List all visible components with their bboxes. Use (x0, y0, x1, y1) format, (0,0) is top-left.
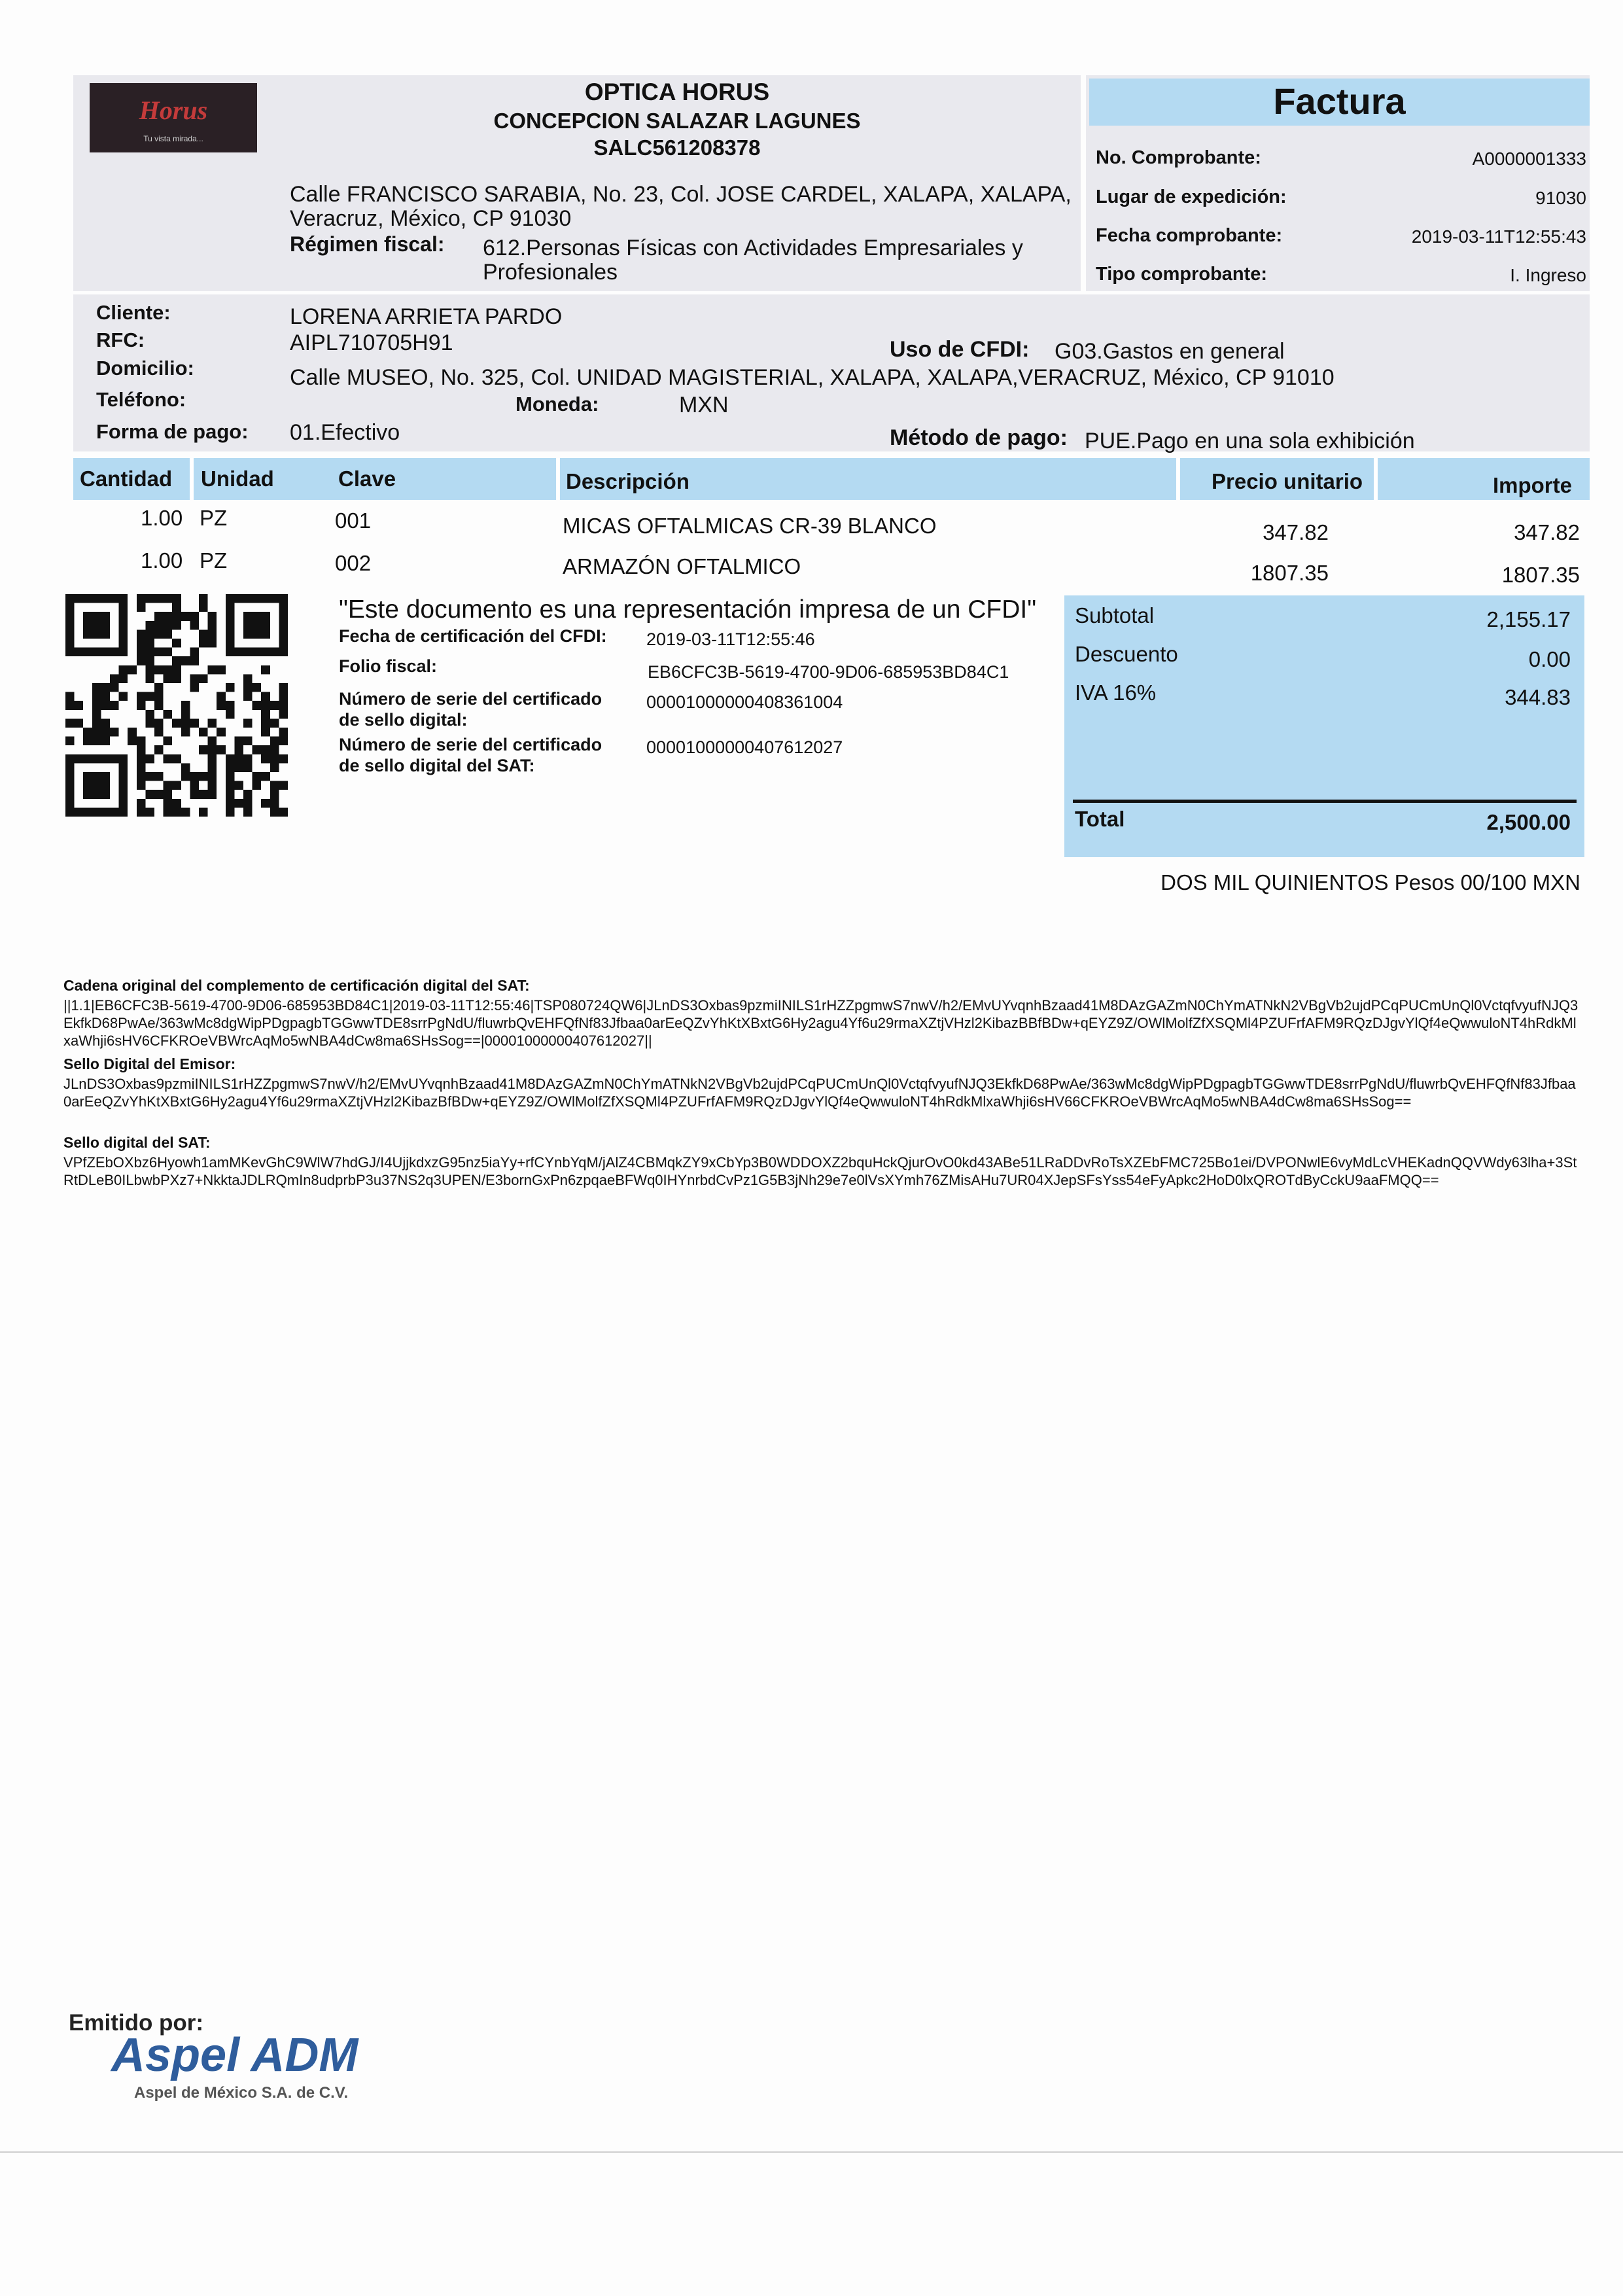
lugar-label: Lugar de expedición: (1096, 186, 1287, 207)
subtotal-value: 2,155.17 (1486, 607, 1571, 631)
cell-clave: 002 (335, 551, 372, 575)
invoice-title: Factura (1273, 80, 1406, 122)
total-value: 2,500.00 (1486, 810, 1571, 834)
serie-sat-label-2: de sello digital del SAT: (339, 756, 535, 775)
fecha-value: 2019-03-11T12:55:43 (1411, 226, 1586, 247)
items-header-divider-2 (556, 458, 560, 500)
total-rule (1073, 800, 1577, 803)
sello-emisor-label: Sello Digital del Emisor: (63, 1055, 236, 1072)
items-header-divider-4 (1374, 458, 1378, 500)
regimen-label: Régimen fiscal: (290, 232, 445, 256)
fecha-label: Fecha comprobante: (1096, 225, 1283, 246)
folio-value: EB6CFC3B-5619-4700-9D06-685953BD84C1 (648, 662, 1009, 682)
uso-label: Uso de CFDI: (890, 337, 1030, 362)
sello-emisor-value: JLnDS3Oxbas9pzmiINILS1rHZZpgmwS7nwV/h2/EMvUYvqnhBzaad41M8DAzGAZmN0ChYmATNkN2VBgVb2ujdPCqPUCmUnQl0VctqfvyufNJQ3EkfkD68PwAe/363wMc8dgWipPDgpagbTGGwwTDE8srrPgNdU/fluwrbQvEHFQfNf83Jfbaa0arEeQZvYhKtXBxtG6Hy2agu4Yf6u29rmaXZtjVHzl2KibazBfBDw+qEYZ9Z/OWlMolfZfXSQMl4PZUFrfAFM9RQzDJgvYlQf4eQwwuloNT4hRdkMlxaWhji6sHV66CFKROeVBWrcAqMo5wNBA4dCw8ma6SHsSog== (63, 1076, 1576, 1110)
uso-value: G03.Gastos en general (1055, 339, 1285, 364)
items-header-divider-1 (190, 458, 194, 500)
cliente-label: Cliente: (96, 301, 171, 324)
cell-unidad: PZ (200, 506, 228, 530)
cell-clave: 001 (335, 508, 372, 533)
issuer-address-line2: Veracruz, México, CP 91030 (290, 206, 572, 231)
cadena-value: ||1.1|EB6CFC3B-5619-4700-9D06-685953BD84C1|2019-03-11T12:55:46|TSP080724QW6|JLnDS3Oxbas9pzmiINILS1rHZZpgmwS7nwV/h2/EMvUYvqnhBzaad41M8DAzGAZmN0ChYmATNkN2VBgVb2ujdPCqPUCmUnQl0VctqfvyufNJQ3EkfkD68PwAe/363wMc8dgWipPDgpagbTGGwwTDE8srrPgNdU/fluwrbQvEHFQfNf83Jfbaa0arEeQZvYhKtXBxtG6Hy2agu4Yf6u29rmaXZtjVHzl2KibazBBfBDw+qEYZ9Z/OWlMolfZfXSQMl4PZUFrfAFM9RQzDJgvYlQf4eQwwuloNT4hRdkMlxaWhji6sHV6CFKROeVBWrcAqMo5wNBA4dCw8ma6SHsSog==|00001000000407612027|| (63, 997, 1579, 1049)
cliente-value: LORENA ARRIETA PARDO (290, 304, 563, 329)
footer-divider (0, 2151, 1623, 2153)
cell-precio: 1807.35 (1250, 561, 1329, 585)
cell-importe: 1807.35 (1501, 563, 1580, 587)
qr-code (65, 594, 288, 817)
cell-unidad: PZ (200, 548, 228, 573)
issuer-address-line1: Calle FRANCISCO SARABIA, No. 23, Col. JOSE CARDEL, XALAPA, XALAPA, (290, 182, 1072, 207)
iva-value: 344.83 (1505, 685, 1571, 709)
emitido-label: Emitido por: (69, 2010, 204, 2036)
cell-precio: 347.82 (1263, 520, 1329, 544)
domicilio-label: Domicilio: (96, 357, 194, 380)
aspel-brand-logo: Aspel ADM (111, 2029, 358, 2081)
rfc-label: RFC: (96, 328, 145, 351)
col-cantidad: Cantidad (80, 467, 173, 491)
tipo-row (1089, 264, 1586, 290)
tipo-value: I. Ingreso (1510, 265, 1586, 285)
forma-label: Forma de pago: (96, 420, 249, 443)
sello-sat-label: Sello digital del SAT: (63, 1134, 211, 1151)
serie-sat-label-1: Número de serie del certificado (339, 735, 602, 754)
serie-cert-value: 00001000000408361004 (646, 692, 843, 712)
forma-value: 01.Efectivo (290, 420, 400, 445)
domicilio-value: Calle MUSEO, No. 325, Col. UNIDAD MAGISTERIAL, XALAPA, XALAPA,VERACRUZ, México, CP 91010 (290, 365, 1335, 390)
telefono-label: Teléfono: (96, 388, 186, 411)
fecha-cert-value: 2019-03-11T12:55:46 (646, 629, 815, 649)
comprobante-row (1089, 147, 1586, 173)
serie-cert-label-1: Número de serie del certificado (339, 689, 602, 709)
logo-name: Horus (139, 96, 208, 125)
regimen-line1: 612.Personas Físicas con Actividades Empresariales y (483, 236, 1023, 260)
lugar-value: 91030 (1535, 188, 1586, 208)
col-precio: Precio unitario (1212, 469, 1363, 493)
tipo-label: Tipo comprobante: (1096, 264, 1268, 285)
comprobante-value: A0000001333 (1472, 149, 1586, 169)
metodo-label: Método de pago: (890, 425, 1068, 450)
subtotal-label: Subtotal (1075, 603, 1155, 627)
comprobante-label: No. Comprobante: (1096, 147, 1261, 168)
col-unidad: Unidad (201, 467, 274, 491)
cell-cantidad: 1.00 (141, 506, 183, 530)
serie-cert-label-2: de sello digital: (339, 710, 468, 730)
fecha-row (1089, 225, 1586, 251)
cell-descripcion: MICAS OFTALMICAS CR-39 BLANCO (563, 514, 937, 538)
sello-sat-value: VPfZEbOXbz6Hyowh1amMKevGhC9WlW7hdGJ/I4UjjkdxzG95nz5iaYy+rfCYnbYqM/jAlZ4CBMqkZY9xCbYp3B0WDDOXZ2bquHckQjurOvO0kd43ABe51LRaDDvRoTsXZEbFMC725Bo1ei/DVPONwlE6vyMdLcVHEKadnQQVWdy63lha+3StRtDLeB0ILbwbPXz7+NkktaJDLRQmIn8udprbP3u37NS2q3UPEN/E3bornGxPn6zpqaeBFWq0IHYnrbdCvPz1G5B3jNh29e7e0lVsXYmh76ZMisAHu7UR04XJepSFsYss54eFyApkc2HoD0lxQROTdByCckU9aaFMQQ== (63, 1154, 1577, 1188)
descuento-label: Descuento (1075, 642, 1178, 666)
metodo-value: PUE.Pago en una sola exhibición (1085, 429, 1415, 453)
logo-tagline: Tu vista mirada... (143, 134, 203, 143)
cell-descripcion: ARMAZÓN OFTALMICO (563, 554, 801, 578)
cell-importe: 347.82 (1514, 520, 1580, 544)
moneda-label: Moneda: (515, 393, 599, 415)
issuer-name: OPTICA HORUS (584, 79, 770, 105)
cell-cantidad: 1.00 (141, 548, 183, 573)
folio-label: Folio fiscal: (339, 656, 438, 676)
issuer-owner: CONCEPCION SALAZAR LAGUNES (493, 109, 861, 133)
amount-in-words: DOS MIL QUINIENTOS Pesos 00/100 MXN (1161, 870, 1580, 894)
serie-sat-value: 00001000000407612027 (646, 737, 843, 757)
col-importe: Importe (1492, 473, 1572, 497)
cadena-label: Cadena original del complemento de certificación digital del SAT: (63, 977, 530, 994)
cfdi-notice: "Este documento es una representación impresa de un CFDI" (339, 595, 1037, 624)
moneda-value: MXN (679, 393, 729, 417)
regimen-line2: Profesionales (483, 260, 618, 285)
col-descripcion: Descripción (566, 469, 689, 493)
issuer-rfc: SALC561208378 (593, 135, 761, 160)
lugar-row (1089, 186, 1586, 213)
total-label: Total (1075, 807, 1125, 831)
rfc-value: AIPL710705H91 (290, 330, 453, 355)
items-header-divider-3 (1176, 458, 1180, 500)
aspel-brand-sub: Aspel de México S.A. de C.V. (134, 2084, 349, 2102)
fecha-cert-label: Fecha de certificación del CFDI: (339, 626, 607, 646)
iva-label: IVA 16% (1075, 680, 1157, 705)
col-clave: Clave (338, 467, 396, 491)
descuento-value: 0.00 (1528, 647, 1571, 671)
